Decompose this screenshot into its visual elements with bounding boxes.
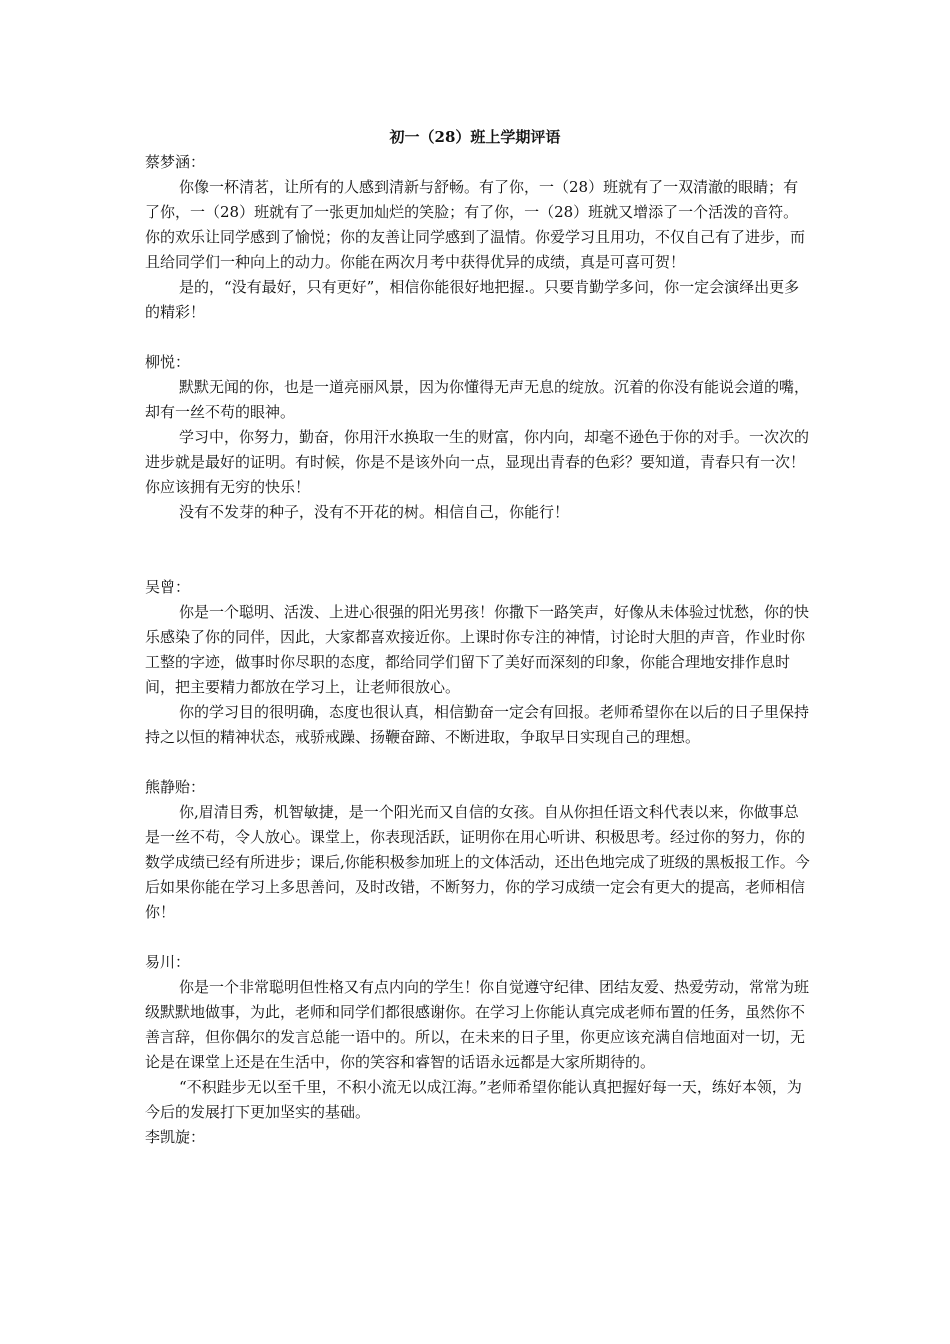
student-name: 易川：: [145, 953, 191, 971]
student-name: 蔡梦涵：: [145, 153, 206, 171]
comment-paragraph: 学习中，你努力，勤奋，你用汗水换取一生的财富，你内向，却毫不逊色于你的对手。一次次的进步就是最好的证明。有时候，你是不是该外向一点，显现出青春的色彩？要知道，青春只有一次！你应该拥有无穷的快乐！: [145, 428, 810, 496]
student-comment: [145, 775, 813, 925]
comment-paragraph: 默默无闻的你，也是一道亮丽风景，因为你懂得无声无息的绽放。沉着的你没有能说会道的嘴，却有一丝不苟的眼神。: [145, 378, 810, 421]
spacer: [145, 925, 813, 950]
student-comment: [145, 350, 813, 525]
comment-paragraph: 你,眉清目秀，机智敏捷，是一个阳光而又自信的女孩。自从你担任语文科代表以来，你做事总是一丝不苟，令人放心。课堂上，你表现活跃，证明你在用心听讲、积极思考。经过你的努力，你的数学成绩已经有所进步；课后,你能积极参加班上的文体活动，还出色地完成了班级的黑板报工作。今后如果你能在学习上多思善问，及时改错，不断努力，你的学习成绩一定会有更大的提高，老师相信你！: [145, 803, 810, 921]
document-body: [145, 150, 813, 1150]
comment-paragraph: 是的，“没有最好，只有更好”，相信你能很好地把握.。只要肯勤学多问，你一定会演绎出更多的精彩！: [145, 278, 800, 321]
comment-paragraph: 你的学习目的很明确，态度也很认真，相信勤奋一定会有回报。老师希望你在以后的日子里保持持之以恒的精神状态，戒骄戒躁、扬鞭奋蹄、不断进取，争取早日实现自己的理想。: [145, 703, 810, 746]
spacer: [145, 750, 813, 775]
student-comment: [145, 950, 813, 1125]
student-comment: [145, 575, 813, 750]
student-name: 李凯旋：: [145, 1128, 206, 1146]
comment-paragraph: 你是一个非常聪明但性格又有点内向的学生！你自觉遵守纪律、团结友爱、热爱劳动，常常为班级默默地做事，为此，老师和同学们都很感谢你。在学习上你能认真完成老师布置的任务，虽然你不善言辞，但你偶尔的发言总能一语中的。所以，在未来的日子里，你更应该充满自信地面对一切，无论是在课堂上还是在生活中，你的笑容和睿智的话语永远都是大家所期待的。: [145, 978, 810, 1071]
spacer: [145, 525, 813, 575]
document-title: 初一（28）班上学期评语: [389, 128, 561, 146]
student-comment: [145, 1125, 813, 1150]
student-name: 吴曾：: [145, 578, 191, 596]
comment-paragraph: 没有不发芽的种子，没有不开花的树。相信自己，你能行！: [179, 503, 570, 521]
student-name: 熊静贻：: [145, 778, 206, 796]
comment-paragraph: 你是一个聪明、活泼、上进心很强的阳光男孩！你撒下一路笑声，好像从未体验过忧愁，你的快乐感染了你的同伴，因此，大家都喜欢接近你。上课时你专注的神情，讨论时大胆的声音，作业时你工整的字迹，做事时你尽职的态度，都给同学们留下了美好而深刻的印象，你能合理地安排作息时间，把主要精力都放在学习上，让老师很放心。: [145, 603, 810, 696]
student-comment: [145, 150, 813, 325]
comment-paragraph: “不积跬步无以至千里，不积小流无以成江海。”老师希望你能认真把握好每一天，练好本领，为今后的发展打下更加坚实的基础。: [145, 1078, 802, 1121]
comment-paragraph: 你像一杯清茗，让所有的人感到清新与舒畅。有了你，一（28）班就有了一双清澈的眼睛；有了你，一（28）班就有了一张更加灿烂的笑脸；有了你，一（28）班就又增添了一个活泼的音符。你的欢乐让同学感到了愉悦；你的友善让同学感到了温情。你爱学习且用功，不仅自己有了进步，而且给同学们一种向上的动力。你能在两次月考中获得优异的成绩，真是可喜可贺！: [145, 178, 806, 271]
student-name: 柳悦：: [145, 353, 191, 371]
spacer: [145, 325, 813, 350]
